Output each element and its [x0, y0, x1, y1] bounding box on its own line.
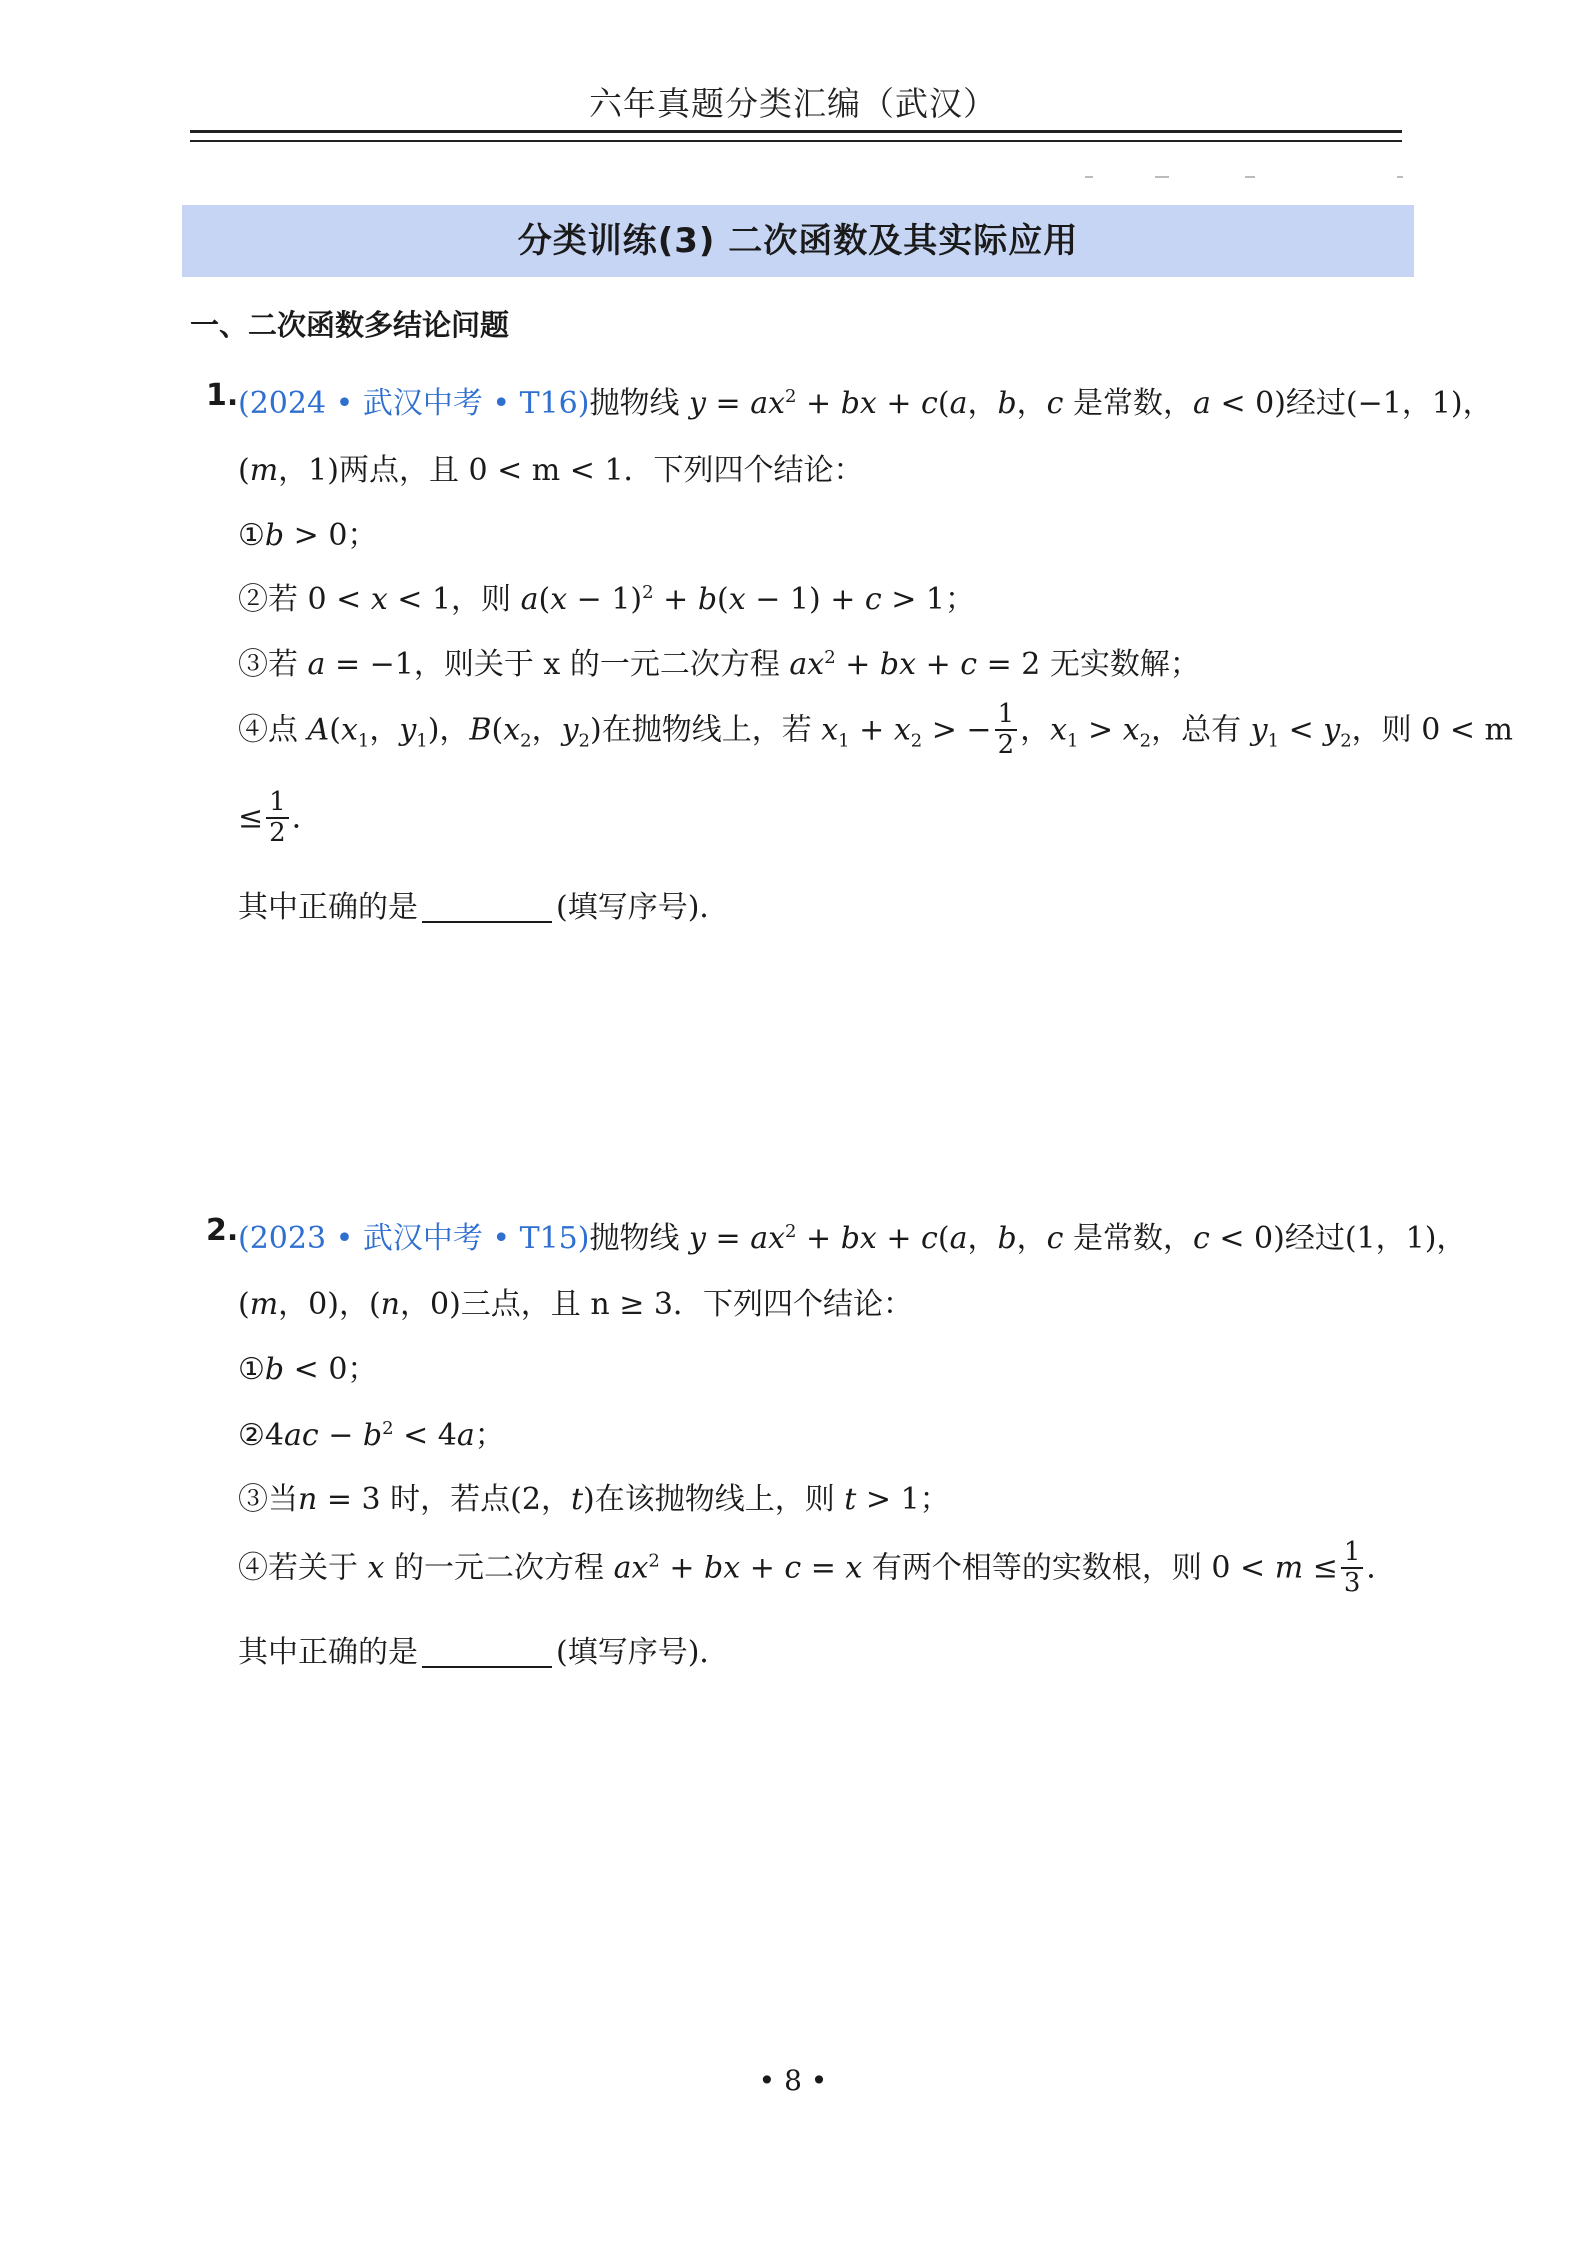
question-1-source: (2024 • 武汉中考 • T16)	[238, 386, 590, 421]
header-rule-thick	[190, 130, 1402, 133]
question-2-number: 2.	[206, 1213, 239, 1248]
fraction-one-half: $\frac{1}{2}$	[995, 700, 1018, 759]
section-title-banner: 分类训练(3) 二次函数及其实际应用	[182, 205, 1414, 277]
running-header-title: 六年真题分类汇编（武汉）	[589, 84, 997, 123]
question-2-stem: (2023 • 武汉中考 • T15)抛物线 $y = ax^2$ + bx + c(a，b，c 是常数，c < 0)经过(1，1)，	[238, 1221, 1467, 1256]
question-2-answer-line: 其中正确的是 (填写序号)．	[238, 1635, 730, 1670]
question-1-answer-line: 其中正确的是 (填写序号)．	[238, 890, 730, 925]
question-1-stem: (2024 • 武汉中考 • T16)抛物线 $y = ax^2$ + bx + c(a，b，c 是常数，a < 0)经过(−1，1)，	[238, 386, 1493, 421]
question-1-number: 1.	[206, 378, 239, 413]
question-1-stem-line2: (m，1)两点，且 0 < m < 1．下列四个结论：	[238, 453, 864, 488]
question-2-source: (2023 • 武汉中考 • T15)	[238, 1221, 590, 1256]
question-1-option-1: ①b > 0；	[238, 518, 378, 553]
question-1-option-4-cont: ≤ $\frac{1}{2}$ ．	[238, 787, 322, 848]
header-rule-thin	[190, 140, 1402, 142]
question-1-option-4: ④点 $A(x_1$，$y_1$)，$B(x_2$，$y_2$)在抛物线上，若 $x_1 + x_2$ > − $\frac{1}{2}$ ，$x_1 > x_2$，总有 $y_1 < y_2$，则 0 < m	[238, 699, 1513, 760]
question-2-option-3: ③当n = 3 时，若点(2，t)在该抛物线上，则 t > 1；	[238, 1482, 950, 1517]
question-2-option-1: ①b < 0；	[238, 1352, 378, 1387]
question-2-option-2: ②4ac − $b^2 < 4a$；	[238, 1418, 505, 1453]
question-2-stem-line2: (m，0)，(n，0)三点，且 n ≥ 3．下列四个结论：	[238, 1287, 913, 1322]
answer-blank-2[interactable]	[422, 1636, 552, 1668]
question-2-option-4: ④若关于 x 的一元二次方程 $ax^2$ + bx + c = x 有两个相等的实数根，则 0 < m ≤ $\frac{1}{3}$ ．	[238, 1537, 1397, 1598]
fraction-one-third: $\frac{1}{3}$	[1341, 1538, 1364, 1597]
subsection-heading: 一、二次函数多结论问题	[190, 308, 510, 342]
scan-artifact	[1085, 176, 1405, 182]
page-number: • 8 •	[758, 2064, 828, 2097]
question-1-option-2: ②若 0 < x < 1，则 $a(x - 1)^2 + b(x - 1) + c > 1$；	[238, 582, 975, 617]
fraction-one-half-2: $\frac{1}{2}$	[266, 788, 289, 847]
question-1-option-3: ③若 a = −1，则关于 x 的一元二次方程 $ax^2$ + bx + c = 2 无实数解；	[238, 647, 1200, 682]
answer-blank-1[interactable]	[422, 891, 552, 923]
